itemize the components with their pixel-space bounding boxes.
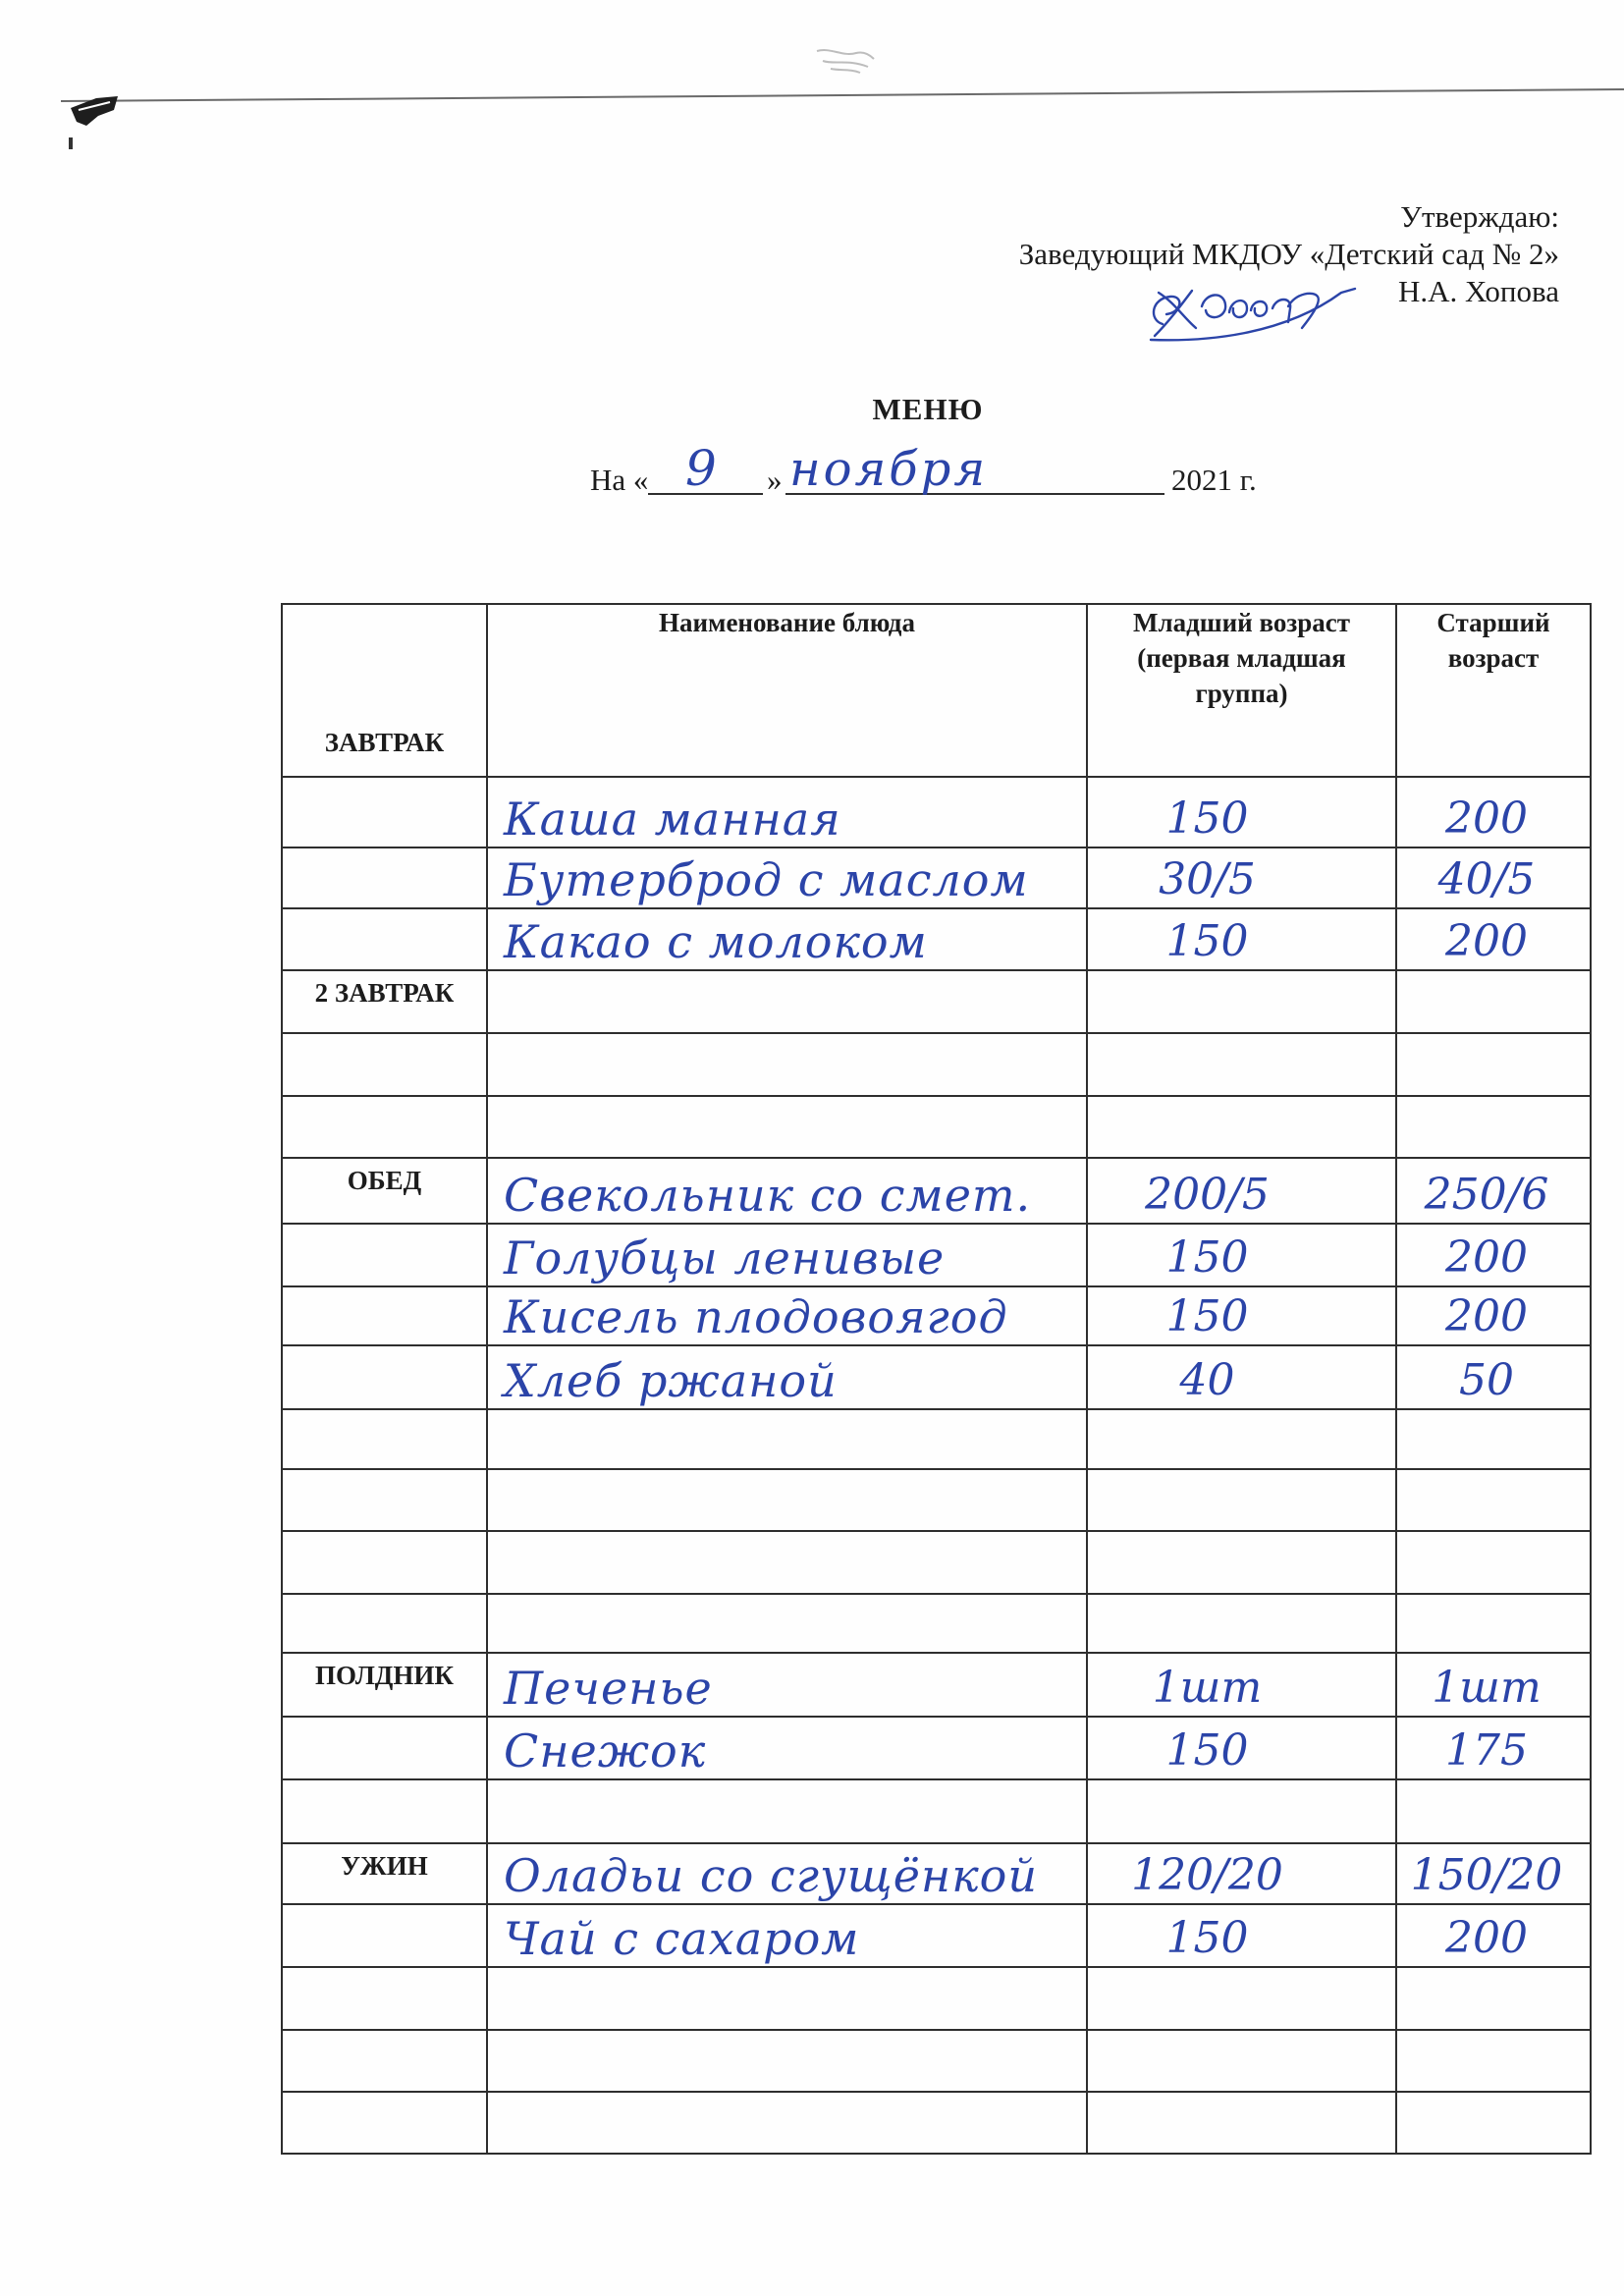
junior-portion: 150 [1165,793,1249,844]
meal-label: ПОЛДНИК [315,1661,454,1690]
table-cell-senior-portion [1397,1225,1592,1287]
table-cell-meal [283,1968,488,2031]
table-cell-meal [283,778,488,848]
senior-portion: 200 [1445,1232,1528,1283]
table-cell-meal [283,1905,488,1968]
table-cell-senior-portion [1397,1595,1592,1654]
table-cell-meal [283,2093,488,2155]
table-cell-junior-portion [1088,2093,1397,2155]
menu-table [281,603,1592,2155]
table-cell-dish [488,1968,1088,2031]
table-cell-meal [283,1287,488,1346]
table-cell-dish [488,1034,1088,1097]
meal-label: ЗАВТРАК [324,728,445,757]
table-cell-dish [488,1780,1088,1844]
table-cell-meal [283,1844,488,1905]
table-cell-senior-portion [1397,1654,1592,1718]
table-cell-meal [283,1595,488,1654]
table-cell-dish [488,1346,1088,1410]
table-cell-meal [283,1718,488,1780]
table-cell-dish [488,1718,1088,1780]
table-cell-dish [488,1470,1088,1532]
signature [1145,263,1371,352]
table-cell-dish [488,1595,1088,1654]
page-title: МЕНЮ [872,392,984,426]
table-cell-meal [283,971,488,1034]
table-cell-meal [283,848,488,909]
table-cell-junior-portion [1088,909,1397,971]
table-cell-meal [283,1225,488,1287]
table-cell-senior-portion [1397,2031,1592,2093]
table-cell-meal [283,1034,488,1097]
senior-portion: 200 [1445,793,1528,844]
table-cell-junior-portion [1088,1968,1397,2031]
table-cell-junior-portion [1088,1287,1397,1346]
scan-mark [71,96,118,126]
table-cell-junior-portion [1088,1532,1397,1595]
table-cell-dish [488,1654,1088,1718]
table-cell-junior-portion [1088,1595,1397,1654]
dish-name: Свекольник со смет. [504,1169,1032,1222]
approval-label: Утверждаю: [1400,199,1559,234]
table-cell-junior-portion [1088,1034,1397,1097]
table-cell-dish [488,778,1088,848]
senior-portion: 200 [1445,1291,1528,1341]
table-cell-meal [283,1097,488,1159]
junior-portion: 150 [1165,1913,1249,1963]
table-cell-senior-portion [1397,778,1592,848]
table-cell-dish [488,1287,1088,1346]
junior-portion: 150 [1165,1232,1249,1283]
meal-label: 2 ЗАВТРАК [314,978,455,1008]
table-cell-junior-portion [1088,1718,1397,1780]
table-cell-dish [488,909,1088,971]
dish-name: Какао с молоком [504,915,928,968]
table-cell-dish [488,1532,1088,1595]
table-cell-dish [488,1159,1088,1225]
table-cell-dish [488,1410,1088,1470]
scan-smudge [817,50,874,73]
junior-portion: 1шт [1152,1663,1263,1713]
table-cell-senior-portion [1397,1287,1592,1346]
table-cell-dish [488,848,1088,909]
meal-label: ОБЕД [347,1166,422,1195]
table-cell-dish [488,1097,1088,1159]
junior-portion: 200/5 [1145,1170,1270,1220]
table-cell-junior-portion [1088,971,1397,1034]
dish-name: Хлеб ржаной [504,1354,838,1407]
table-cell-meal [283,1780,488,1844]
date-prefix: На « [590,463,649,497]
table-cell-junior-portion [1088,1780,1397,1844]
table-cell-junior-portion [1088,1159,1397,1225]
table-cell-senior-portion [1397,1844,1592,1905]
date-month: ноября [789,442,989,497]
senior-portion: 250/6 [1424,1170,1549,1220]
table-cell-junior-portion [1088,1097,1397,1159]
senior-portion: 1шт [1432,1663,1542,1713]
table-cell-junior-portion [1088,778,1397,848]
table-cell-meal [283,1410,488,1470]
table-cell-junior-portion [1088,1844,1397,1905]
senior-portion: 50 [1459,1355,1514,1405]
approval-position: Заведующий МКДОУ «Детский сад № 2» [1018,237,1559,271]
date-month-blank [785,442,1164,497]
junior-portion: 150 [1165,1725,1249,1776]
date-year: 2021 г. [1171,463,1257,497]
table-cell-senior-portion [1397,1718,1592,1780]
column-header-dish: Наименование блюда [488,605,1088,778]
table-cell-junior-portion [1088,1470,1397,1532]
table-cell-senior-portion [1397,1346,1592,1410]
dish-name: Печенье [504,1662,713,1715]
date-quote-close: » [767,463,783,497]
table-cell-meal [283,1470,488,1532]
meal-label: УЖИН [341,1851,428,1881]
table-cell-dish [488,971,1088,1034]
table-cell-junior-portion [1088,1346,1397,1410]
table-cell-meal [283,1346,488,1410]
junior-portion: 150 [1165,916,1249,966]
table-cell-dish [488,1225,1088,1287]
dish-name: Бутерброд с маслом [504,853,1029,906]
table-cell-senior-portion [1397,971,1592,1034]
junior-portion: 150 [1165,1291,1249,1341]
table-cell-senior-portion [1397,1905,1592,1968]
table-cell-dish [488,1844,1088,1905]
dish-name: Чай с сахаром [504,1912,860,1965]
table-cell-meal [283,1159,488,1225]
table-cell-senior-portion [1397,1532,1592,1595]
senior-portion: 200 [1445,916,1528,966]
table-cell-dish [488,2031,1088,2093]
table-cell-meal [283,909,488,971]
scan-mark [79,102,110,110]
table-cell-senior-portion [1397,1780,1592,1844]
senior-portion: 175 [1445,1725,1528,1776]
scan-edge-line [61,89,1624,101]
table-cell-senior-portion [1397,1410,1592,1470]
table-cell-junior-portion [1088,1654,1397,1718]
table-cell-junior-portion [1088,2031,1397,2093]
date-day: 9 [685,440,717,497]
table-cell-meal [283,1654,488,1718]
dish-name: Оладьи со сгущёнкой [504,1849,1039,1902]
dish-name: Каша манная [504,793,841,846]
dish-name: Кисель плодовоягод [504,1290,1008,1343]
senior-portion: 40/5 [1437,854,1536,904]
column-header-junior: Младший возраст (первая младшая группа) [1088,605,1397,778]
table-cell-senior-portion [1397,2093,1592,2155]
table-cell-senior-portion [1397,1968,1592,2031]
table-cell-dish [488,1905,1088,1968]
senior-portion: 150/20 [1410,1850,1563,1900]
table-cell-meal [283,2031,488,2093]
table-cell-junior-portion [1088,848,1397,909]
dish-name: Снежок [504,1724,707,1777]
approval-name: Н.А. Хопова [1397,274,1559,308]
scan-artifacts [0,0,1624,196]
table-cell-senior-portion [1397,909,1592,971]
table-cell-senior-portion [1397,1034,1592,1097]
table-cell-senior-portion [1397,1097,1592,1159]
table-cell-dish [488,2093,1088,2155]
table-cell-junior-portion [1088,1410,1397,1470]
table-cell-junior-portion [1088,1225,1397,1287]
column-header-senior: Старший возраст [1397,605,1592,778]
table-cell-meal [283,1532,488,1595]
table-cell-senior-portion [1397,1159,1592,1225]
scan-mark [69,137,73,149]
table-cell-senior-portion [1397,1470,1592,1532]
junior-portion: 30/5 [1159,854,1256,904]
date-day-blank [648,440,763,497]
dish-name: Голубцы ленивые [504,1231,946,1285]
column-header-meal [283,605,488,778]
junior-portion: 40 [1179,1355,1235,1405]
junior-portion: 120/20 [1131,1850,1283,1900]
senior-portion: 200 [1445,1913,1528,1963]
table-cell-junior-portion [1088,1905,1397,1968]
table-cell-senior-portion [1397,848,1592,909]
